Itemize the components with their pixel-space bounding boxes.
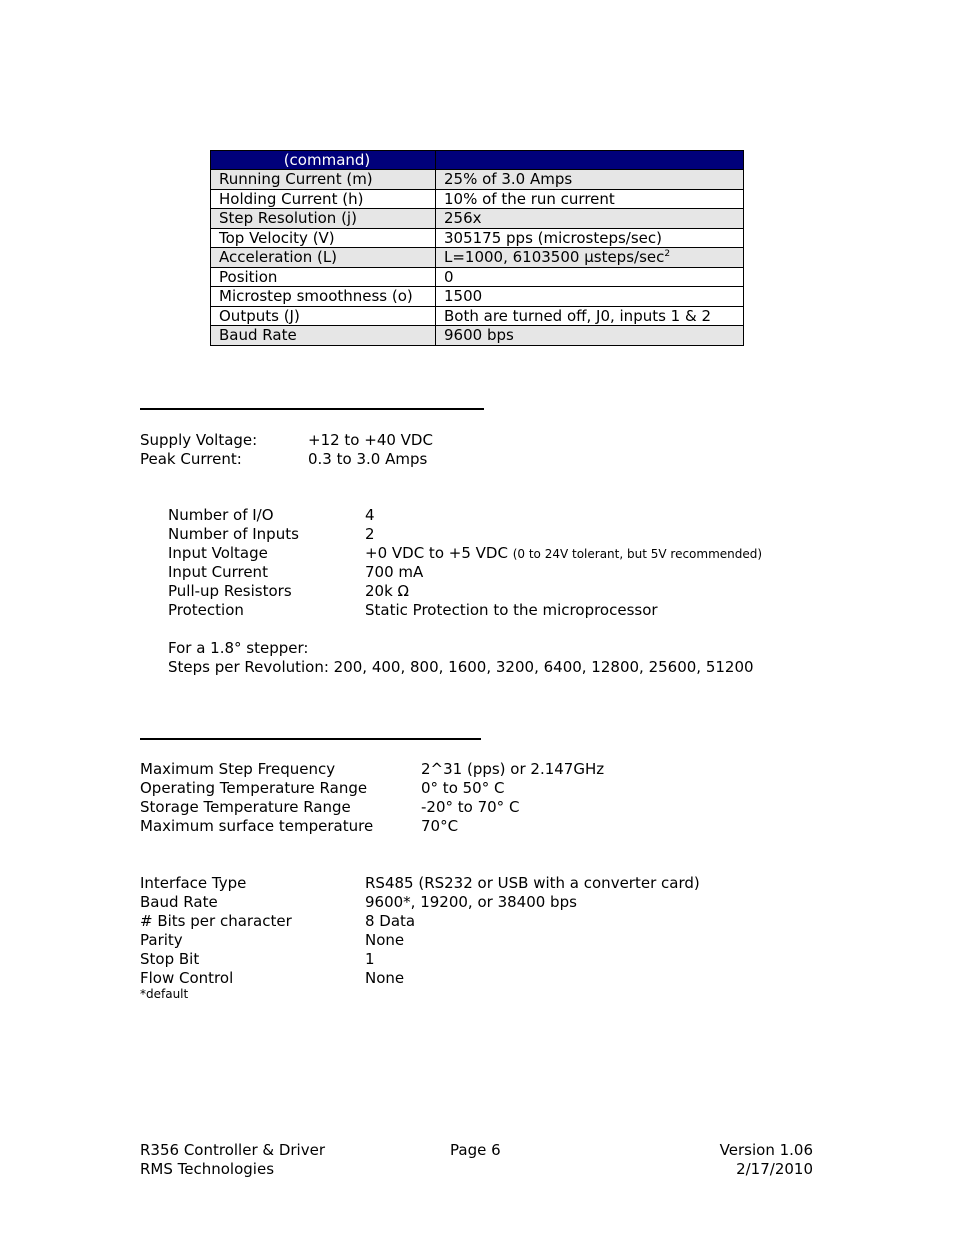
spec-label: Storage Temperature Range — [140, 798, 351, 816]
spec-value-text: -20° to 70° C — [421, 798, 520, 816]
table-row — [211, 170, 744, 190]
spec-value-text: 2 — [365, 525, 375, 543]
spec-label: Number of I/O — [168, 506, 274, 524]
value-cell — [436, 228, 744, 248]
spec-value — [421, 817, 458, 836]
value-cell — [436, 306, 744, 326]
spec-value: 0.3 to 3.0 Amps — [308, 450, 428, 468]
spec-value — [365, 931, 404, 950]
value-text: L=1000, 6103500 µsteps/sec — [444, 248, 665, 267]
value-cell — [436, 189, 744, 209]
value-text: 305175 pps (microsteps/sec) — [444, 228, 663, 247]
param-cell: Outputs (J) — [211, 306, 436, 326]
spec-value — [365, 582, 409, 601]
spec-value — [365, 525, 375, 544]
stepper-line: For a 1.8° stepper: — [168, 639, 309, 657]
spec-label: Supply Voltage: — [140, 431, 258, 449]
spec-value-text: 0° to 50° C — [421, 779, 505, 797]
footer-left — [140, 1141, 325, 1179]
footer-right — [720, 1141, 813, 1179]
spec-value-text: 4 — [365, 506, 375, 524]
spec-value — [421, 798, 519, 817]
spec-value — [421, 779, 504, 798]
spec-value-text: 9600*, 19200, or 38400 bps — [365, 893, 577, 911]
value-text: 10% of the run current — [444, 189, 615, 208]
param-cell: Holding Current (h) — [211, 189, 436, 209]
value-text: 0 — [444, 267, 454, 286]
spec-label: Interface Type — [140, 874, 247, 892]
spec-value-text: Static Protection to the microprocessor — [365, 601, 658, 619]
value-cell — [436, 209, 744, 229]
spec-value-text: 1 — [365, 950, 375, 968]
spec-value — [365, 506, 375, 525]
spec-value — [421, 760, 604, 779]
param-cell: Top Velocity (V) — [211, 228, 436, 248]
value-text: 1500 — [444, 287, 483, 306]
value-text: Both are turned off, J0, inputs 1 & 2 — [444, 306, 712, 325]
spec-label: Input Current — [168, 563, 268, 581]
table-row — [211, 228, 744, 248]
section-rule-electrical — [140, 408, 484, 410]
table-row — [211, 189, 744, 209]
value-cell — [436, 170, 744, 190]
value-text: 25% of 3.0 Amps — [444, 170, 573, 189]
spec-value-text: RS485 (RS232 or USB with a converter card) — [365, 874, 700, 892]
table-header-row — [211, 151, 744, 170]
table-row — [211, 248, 744, 268]
value-cell — [436, 248, 744, 268]
footer-version: Version 1.06 — [719, 1141, 813, 1159]
spec-label: Stop Bit — [140, 950, 200, 968]
footer-company: RMS Technologies — [140, 1160, 275, 1178]
spec-value-text: None — [365, 969, 405, 987]
table-header-value — [436, 151, 744, 170]
spec-label: Number of Inputs — [168, 525, 299, 543]
param-cell: Acceleration (L) — [211, 248, 436, 268]
value-cell — [436, 326, 744, 346]
spec-value-text: 2^31 (pps) or 2.147GHz — [421, 760, 605, 778]
spec-value-text: 700 mA — [365, 563, 424, 581]
spec-label: Peak Current: — [140, 450, 242, 468]
spec-label: Protection — [168, 601, 244, 619]
spec-value — [365, 912, 415, 931]
spec-value — [365, 563, 423, 582]
spec-value-text: 70°C — [421, 817, 459, 835]
section-rule-operating — [140, 738, 481, 740]
value-superscript: 2 — [664, 249, 671, 260]
spec-value — [365, 874, 700, 893]
param-cell: Running Current (m) — [211, 170, 436, 190]
spec-label: Flow Control — [140, 969, 234, 987]
spec-value-text: 20k Ω — [365, 582, 410, 600]
value-text: 9600 bps — [444, 326, 514, 345]
table-header-command: (command) — [211, 151, 436, 170]
param-cell: Microstep smoothness (o) — [211, 287, 436, 307]
spec-value — [365, 969, 404, 988]
spec-value — [365, 601, 658, 620]
table-row — [211, 287, 744, 307]
value-text: 256x — [444, 209, 482, 228]
default-footnote: *default — [140, 987, 189, 1001]
footer-date: 2/17/2010 — [736, 1160, 813, 1178]
param-cell: Step Resolution (j) — [211, 209, 436, 229]
spec-label: Input Voltage — [168, 544, 268, 562]
spec-value — [365, 893, 577, 912]
spec-note: (0 to 24V tolerant, but 5V recommended) — [512, 547, 763, 561]
table-row — [211, 326, 744, 346]
spec-value-text: 8 Data — [365, 912, 416, 930]
steps-per-revolution: Steps per Revolution: 200, 400, 800, 1600, 3200, 6400, 12800, 25600, 51200 — [168, 658, 754, 676]
table-row — [211, 267, 744, 287]
value-cell — [436, 267, 744, 287]
spec-value-text: +0 VDC to +5 VDC — [365, 544, 508, 562]
param-cell: Position — [211, 267, 436, 287]
spec-label: Operating Temperature Range — [140, 779, 368, 797]
spec-label: # Bits per character — [140, 912, 292, 930]
spec-value-text: None — [365, 931, 405, 949]
spec-value: +12 to +40 VDC — [308, 431, 433, 449]
spec-label: Maximum Step Frequency — [140, 760, 336, 778]
footer-product: R356 Controller & Driver — [140, 1141, 325, 1159]
value-cell — [436, 287, 744, 307]
table-row — [211, 306, 744, 326]
spec-label: Maximum surface temperature — [140, 817, 374, 835]
param-cell: Baud Rate — [211, 326, 436, 346]
footer-page: Page 6 — [450, 1141, 501, 1159]
spec-value — [365, 544, 762, 564]
spec-label: Parity — [140, 931, 183, 949]
spec-label: Pull-up Resistors — [168, 582, 292, 600]
spec-value — [365, 950, 375, 969]
defaults-table — [210, 150, 744, 346]
spec-label: Baud Rate — [140, 893, 218, 911]
table-row — [211, 209, 744, 229]
